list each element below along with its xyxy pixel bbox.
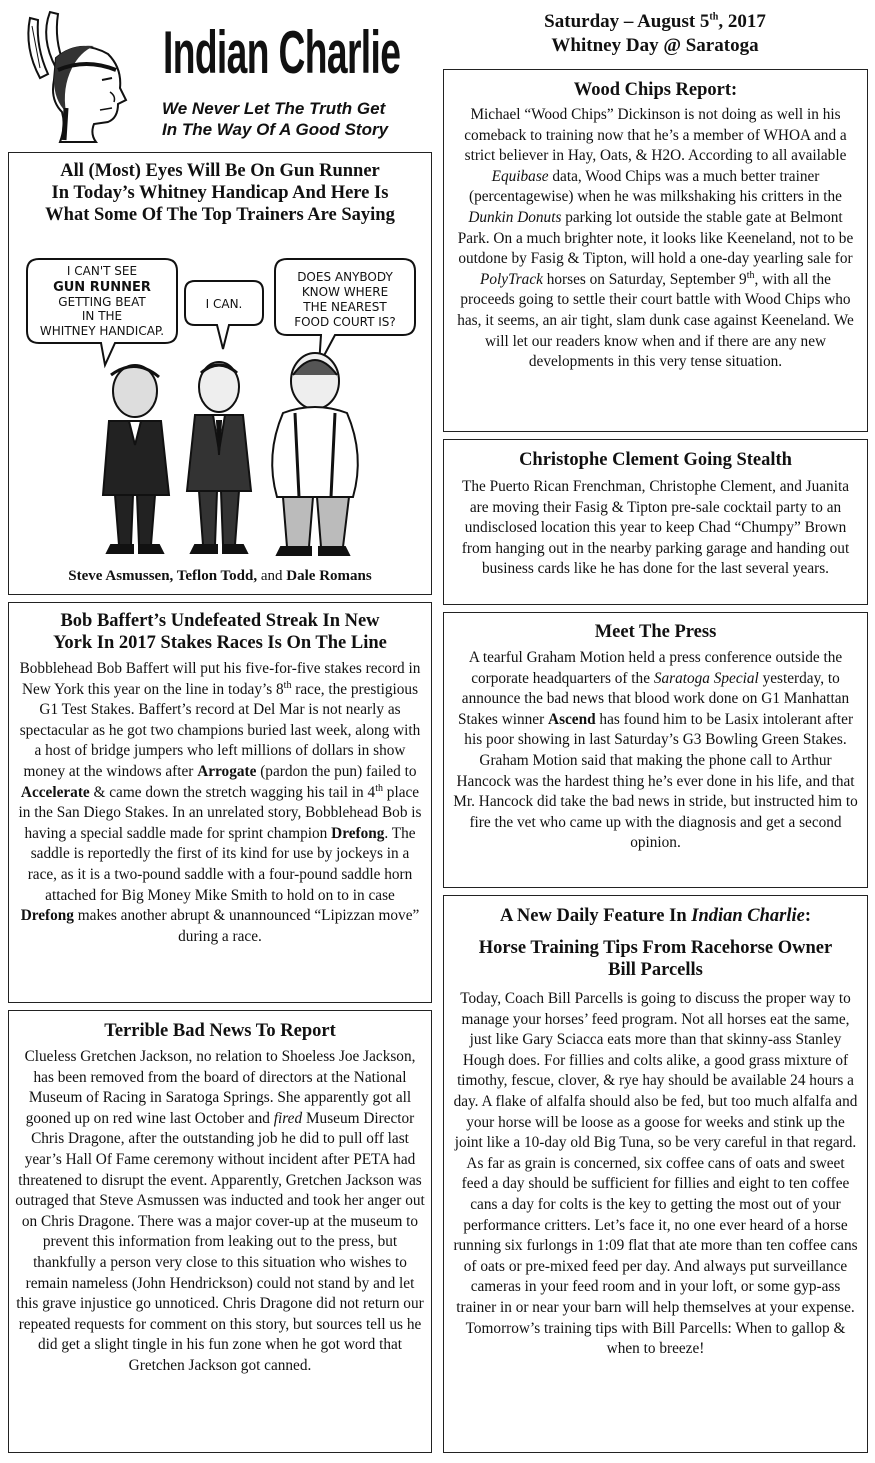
bubble-text: KNOW WHERE — [301, 285, 389, 299]
bubble-text: I CAN. — [205, 297, 243, 311]
bubble-text: THE NEAREST — [303, 300, 387, 314]
bubble-text: FOOD COURT IS? — [294, 315, 396, 329]
bubble-text: GUN RUNNER — [53, 280, 151, 295]
gun-runner-article — [8, 152, 432, 595]
parcells-article — [443, 895, 868, 1453]
trainer-figure-right — [272, 353, 358, 555]
subhead-line: Bill Parcells — [608, 960, 703, 980]
bad-news-headline: Terrible Bad News To Report — [104, 1021, 336, 1041]
caption-name: Dale Romans — [286, 568, 372, 584]
clement-body: The Puerto Rican Frenchman, Christophe Clement, and Juanita are moving their Fasig & Tipton pre-sale cocktail party to an undisclosed location this year to keep Chad “Chumpy” Brown from hanging out in the nearby parking garage and handing out business cards like he has done for the last several years. — [461, 478, 850, 578]
bubble-text: WHITNEY HANDICAP. — [39, 324, 165, 338]
bad-news-article — [8, 1010, 432, 1453]
caption-names: Steve Asmussen, Teflon Todd, — [68, 568, 258, 584]
trainer-figure-left — [103, 365, 169, 553]
press-article — [443, 612, 868, 888]
trainers-cartoon — [19, 245, 419, 563]
wood-chips-article — [443, 69, 868, 432]
subhead-line: Horse Training Tips From Racehorse Owner — [478, 938, 833, 958]
issue-date: Saturday – August 5th, 2017 — [544, 11, 766, 32]
cartoon-caption — [9, 568, 431, 585]
bubble-text: DOES ANYBODY — [297, 270, 393, 284]
headline-line: All (Most) Eyes Will Be On Gun Runner — [60, 161, 380, 181]
baffert-headline — [9, 610, 431, 654]
clement-headline: Christophe Clement Going Stealth — [519, 450, 792, 470]
parcells-subhead — [444, 937, 867, 981]
wood-chips-headline: Wood Chips Report: — [573, 80, 738, 100]
baffert-body: Bobblehead Bob Baffert will put his five-for-five stakes record in New York this year on the line in today’s 8th race, the prestigious G1 Test Stakes. Baffert’s record at Del Mar is not nearly as spectacular as he got two champions buried last week, along with a host of bridge jumpers who left millions of dollars in show money at the windows after Arrogate (pardon the pun) failed to Accelerate & came down the stretch wagging his tail in 4th place in the San Diego Stakes. In an unrelated story, Bobblehead Bob is having a special saddle made for sprint champion Drefong. The saddle is reportedly the first of its kind for use by jockeys in a race, as it is a two-pound saddle with a four-pound saddle horn attached for Big Money Mike Smith to hold on to in case Drefong makes another abrupt & unannounced “Lipizzan move” during a race. — [18, 660, 422, 945]
indian-head-logo-icon — [10, 8, 158, 146]
headline-line: What Some Of The Top Trainers Are Saying — [45, 205, 395, 225]
press-headline: Meet The Press — [594, 622, 717, 642]
bad-news-body: Clueless Gretchen Jackson, no relation to Shoeless Joe Jackson, has been removed from the board of directors at the National Museum of Racing in Saratoga Springs. She apparently got all gooned up on red wine last October and fired Museum Director Chris Dragone, after the outstanding job he did to pull off last year’s Hall Of Fame ceremony without incident after PETA had threatened to disrupt the event. Apparently, Gretchen Jackson was outraged that Steve Asmussen was inducted and took her anger out on Chris Dragone. There was a major cover-up at the museum to prevent this information from leaking out to the press, but thankfully a person very close to this situation who wishes to remain nameless (John Hendrickson) could not stand by and let this grave injustice go unnoticed. Chris Dragone did not return our repeated requests for comment on this story, but sources tell us he did get a slight tingle in his fun zone when he got word that Gretchen Jackson got canned. — [15, 1048, 425, 1374]
headline-line: Bob Baffert’s Undefeated Streak In New — [60, 611, 380, 631]
dateline — [455, 10, 855, 58]
bubble-text: I CAN'T SEE — [66, 264, 138, 278]
press-body: A tearful Graham Motion held a press conference outside the corporate headquarters of the Saratoga Special yesterday, to announce the bad news that blood work done on G1 Manhattan Stakes winner Ascend has found him to be Lasix intolerant after his poor showing in last Saturday’s G3 Bowling Green Stakes. Graham Motion said that making the phone call to Arthur Hancock was the hardest thing he’s ever done in his life, and that Mr. Hancock did take the bad news in stride, but instructed him to fire the vet who came up with the diagnosis and get a second opinion. — [453, 649, 858, 852]
trainer-figure-middle — [187, 362, 251, 553]
baffert-article — [8, 602, 432, 1003]
headline-line: York In 2017 Stakes Races Is On The Line — [53, 633, 387, 653]
slogan-line: We Never Let The Truth Get — [162, 99, 386, 118]
masthead-slogan — [162, 98, 432, 140]
gun-runner-headline — [9, 153, 431, 226]
bubble-text: GETTING BEAT — [58, 295, 146, 309]
clement-article — [443, 439, 868, 605]
slogan-line: In The Way Of A Good Story — [162, 120, 389, 139]
issue-event: Whitney Day @ Saratoga — [551, 35, 759, 56]
headline-line: In Today’s Whitney Handicap And Here Is — [51, 183, 389, 203]
bubble-text: IN THE — [81, 309, 123, 323]
caption-and: and — [257, 568, 287, 584]
masthead-title: Indian Charlie — [163, 19, 401, 86]
wood-chips-body: Michael “Wood Chips” Dickinson is not doing as well in his comeback to training now that he’s a member of WHOA and a strict believer in Hay, Oats, & H2O. According to all available Equibase data, Wood Chips was a much better trainer (percentagewise) when he was milkshaking his critters in the Dunkin Donuts parking lot outside the stable gate at Belmont Park. On a much brighter note, it looks like Keeneland, not to be outdone by Fasig & Tipton, will hold a one-day yearling sale for PolyTrack horses on Saturday, September 9th, with all the proceeds going to settle their court battle with Wood Chips who has, it seems, an air tight, slam dunk case against Keeneland. We will let our readers know when and if there are any new developments in this very tense situation. — [457, 106, 854, 371]
parcells-body: Today, Coach Bill Parcells is going to discuss the proper way to manage your horses’ feed program. Not all horses eat the same, just like Gary Sciacca eats more than that skinny-ass Stanley Hough does. For fillies and colts alike, a good grass mixture of timothy, fescue, clover, & rye hay should be available 24 hours a day. A flake of alfalfa should also be fed, but too much alfalfa and your horse will be loose as a goose for weeks and stink up the joint like a 10-day old Big Tuna, so be very careful in that regard. As far as grain is concerned, six coffee cans of oats and sweet feed a day should be sufficient for fillies and eight to ten coffee cans a day for colts is the key to getting the most out of your performance critters. Let’s face it, no one ever heard of a horse running six furlongs in 1:09 flat that ate more than ten coffee cans of oats or pre-mixed feed per day. And always put surveillance cameras in your feed room and in your loft, or some gyp-ass trainer in or near your barn will help themselves at your expense. Tomorrow’s training tips with Bill Parcells: When to gallop & when to breeze! — [453, 990, 858, 1358]
parcells-headline: A New Daily Feature In Indian Charlie: — [499, 906, 812, 926]
